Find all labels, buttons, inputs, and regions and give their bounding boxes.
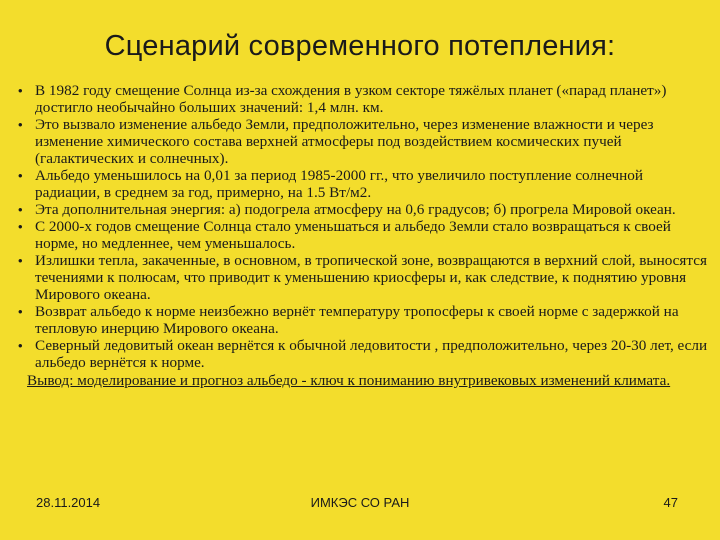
bullet-icon: • [18, 304, 23, 319]
footer-date: 28.11.2014 [36, 495, 101, 510]
bullet-item [18, 116, 708, 167]
bullet-icon: • [18, 219, 23, 234]
slide-title: Сценарий современного потепления: [104, 30, 616, 62]
bullet-item [18, 201, 708, 218]
bullet-text: В 1982 году смещение Солнца из-за схождения в узком секторе тяжёлых планет («парад планет») достигло необычайно больших значений: 1,4 млн. км. [35, 82, 667, 116]
slide-content [18, 82, 708, 389]
bullet-text: Это вызвало изменение альбедо Земли, предположительно, через изменение влажности и через изменение химического состава верхней атмосферы под воздействием космических пучей (галактических и солнечных). [35, 116, 654, 167]
bullet-text: Излишки тепла, закаченные, в основном, в тропической зоне, возвращаются в верхний слой, выносятся течениями к полюсам, что приводит к уменьшению криосферы и, как следствие, к поднятию уровня Мирового океана. [35, 252, 707, 303]
bullet-text: Возврат альбедо к норме неизбежно вернёт температуру тропосферы к своей норме с задержкой на тепловую инерцию Мирового океана. [35, 303, 679, 337]
bullet-icon: • [18, 202, 23, 217]
bullet-item [18, 252, 708, 303]
conclusion-text: Вывод: моделирование и прогноз альбедо - ключ к пониманию внутривековых изменений климата. [27, 372, 671, 389]
bullet-text: Северный ледовитый океан вернётся к обычной ледовитости , предположительно, через 20-30 лет, если альбедо вернётся к норме. [35, 337, 708, 371]
bullet-text: С 2000-х годов смещение Солнца стало уменьшаться и альбедо Земли стало возвращаться к своей норме, но медленнее, чем уменьшалось. [35, 218, 671, 252]
bullet-icon: • [18, 253, 23, 268]
footer-organization: ИМКЭС СО РАН [310, 495, 410, 510]
bullet-icon: • [18, 338, 23, 353]
bullet-item [18, 167, 708, 201]
bullet-icon: • [18, 117, 23, 132]
page-number: 47 [663, 495, 678, 510]
bullet-item [18, 218, 708, 252]
bullet-item [18, 337, 708, 371]
bullet-item [18, 82, 708, 116]
bullet-item [18, 303, 708, 337]
bullet-icon: • [18, 168, 23, 183]
bullet-icon: • [18, 83, 23, 98]
bullet-text: Эта дополнительная энергия: а) подогрела атмосферу на 0,6 градусов; б) прогрела Мировой океан. [35, 201, 676, 218]
bullet-text: Альбедо уменьшилось на 0,01 за период 1985-2000 гг., что увеличило поступление солнечной радиации, в среднем за год, примерно, на 1.5 Вт/м2. [35, 167, 644, 201]
bullet-list [18, 82, 708, 371]
